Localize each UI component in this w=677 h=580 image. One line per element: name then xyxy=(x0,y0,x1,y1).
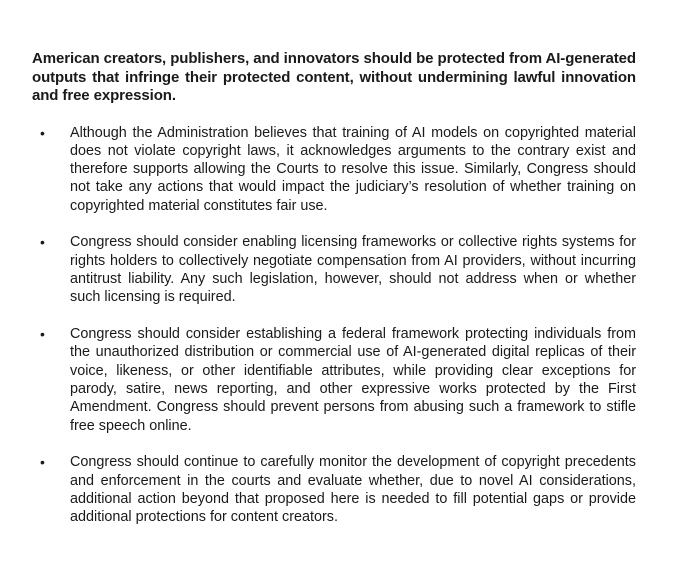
bullet-text: Although the Administration believes that training of AI models on copyrighted material does not violate copyright laws, it acknowledges arguments to the contrary exist and therefore supports allowing the Courts to resolve this issue. Similarly, Congress should not take any actions that would impact the judiciary’s resolution of whether training on copyrighted material constitutes fair use. xyxy=(70,124,636,214)
bullet-text: Congress should continue to carefully monitor the development of copyright precedents and enforcement in the courts and evaluate whether, due to novel AI considerations, additional action beyond that proposed here is needed to fill potential gaps or provide additional protections for content creators. xyxy=(70,454,636,526)
bullet-dot-icon: • xyxy=(40,454,45,471)
bullet-item xyxy=(32,453,636,526)
bullet-item xyxy=(32,124,636,215)
document-page xyxy=(32,50,636,545)
bullet-dot-icon: • xyxy=(40,234,45,251)
bullet-text: Congress should consider establishing a federal framework protecting individuals from the unauthorized distribution or commercial use of AI-generated digital replicas of their voice, likeness, or other identifiable attributes, while providing clear exceptions for parody, satire, news reporting, and other expressive works protected by the First Amendment. Congress should prevent persons from abusing such a framework to stifle free speech online. xyxy=(70,326,636,434)
bullet-dot-icon: • xyxy=(40,124,45,141)
bullet-text: Congress should consider enabling licensing frameworks or collective rights systems for rights holders to collectively negotiate compensation from AI providers, without incurring antitrust liability. Any such legislation, however, should not address when or whether such licensing is required. xyxy=(70,234,636,306)
bullet-list xyxy=(32,124,636,527)
bullet-item xyxy=(32,325,636,435)
bullet-dot-icon: • xyxy=(40,326,45,343)
section-heading: American creators, publishers, and innovators should be protected from AI-generated outputs that infringe their protected content, without undermining lawful innovation and free expression. xyxy=(32,50,636,104)
bullet-item xyxy=(32,233,636,306)
